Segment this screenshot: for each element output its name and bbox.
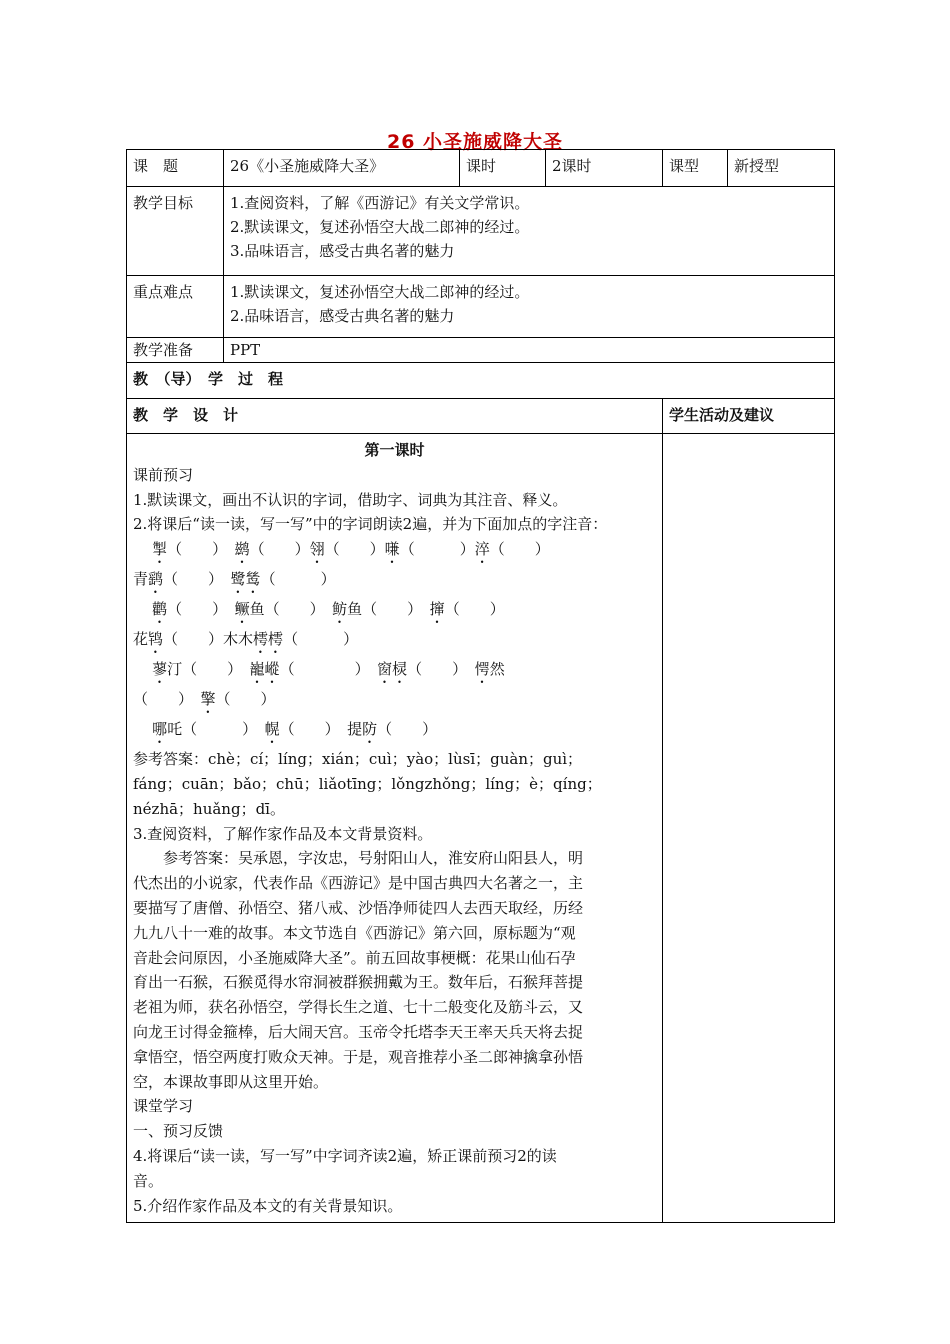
char-row: 鹳（ ） 鳜鱼（ ） 鲂鱼（ ） 撺（ ） — [152, 600, 505, 619]
period-value: 2课时 — [546, 150, 663, 187]
background-text: 拿悟空，悟空两度打败众天神。于是，观音推荐小圣二郎神擒拿孙悟 — [133, 1047, 584, 1066]
keypoint-item: 1.默读课文，复述孙悟空大战二郎神的经过。 — [230, 283, 530, 301]
question-2: 2.将课后“读一读，写一写”中的字词朗读2遍，并为下面加点的字注音： — [133, 515, 608, 534]
type-label: 课型 — [663, 150, 728, 187]
process-heading: 教 （导） 学 过 程 — [127, 363, 835, 399]
keypoints-label: 重点难点 — [127, 276, 224, 338]
student-heading: 学生活动及建议 — [663, 399, 835, 434]
pre-study: 课前预习 — [133, 465, 194, 484]
lesson-value: 26《小圣施威降大圣》 — [224, 150, 460, 187]
lesson-label: 课 题 — [127, 150, 224, 187]
char-row: 掣（ ） 鹚（ ）翎（ ）嗛（ ）淬（ ） — [152, 540, 550, 559]
background-text: 向龙王讨得金箍棒，后大闹天宫。玉帝令托塔李天王率天兵天将去捉 — [133, 1022, 584, 1041]
goals-label: 教学目标 — [127, 187, 224, 276]
prep-value: PPT — [224, 338, 835, 363]
lesson-plan-table — [126, 149, 835, 1223]
question-4: 4.将课后“读一读，写一写”中字词齐读2遍，矫正课前预习2的读 — [133, 1146, 557, 1165]
background-text: 代杰出的小说家，代表作品《西游记》是中国古典四大名著之一，主 — [133, 874, 584, 893]
question-3: 3.查阅资料，了解作家作品及本文背景资料。 — [133, 824, 433, 843]
page-title: 26 小圣施威降大圣 — [386, 131, 564, 153]
question-1: 1.默读课文，画出不认识的字词，借助字、词典为其注音、释义。 — [133, 490, 568, 509]
question-4-cont: 音。 — [133, 1171, 164, 1190]
background-text: 九九八十一难的故事。本文节选自《西游记》第六回，原标题为“观 — [133, 923, 576, 942]
keypoints-content — [224, 276, 835, 338]
background-text: 参考答案：吴承恩，字汝忠，号射阳山人，淮安府山阳县人，明 — [163, 849, 584, 868]
goal-item: 1.查阅资料，了解《西游记》有关文学常识。 — [230, 194, 530, 212]
char-row: 蓼汀（ ） 巃嵷（ ） 窗棂（ ） 愕然 — [152, 660, 505, 679]
answer-pinyin: 参考答案：chè；cí；líng；xián；cuì；yào；lùsī；guàn；guì； — [133, 750, 583, 769]
keypoint-item: 2.品味语言，感受古典名著的魅力 — [230, 307, 455, 325]
char-row: 哪吒（ ） 幌（ ） 提防（ ） — [152, 720, 438, 739]
answer-pinyin: nézhā；huǎng；dī。 — [133, 799, 285, 818]
char-row: 花鸨（ ）木木樗樗（ ） — [133, 630, 359, 649]
period-title: 第一课时 — [364, 441, 425, 459]
background-text: 老祖为师，获名孙悟空，学得长生之道、七十二般变化及筋斗云，又 — [133, 998, 584, 1017]
class-study: 课堂学习 — [133, 1097, 194, 1116]
goal-item: 3.品味语言，感受古典名著的魅力 — [230, 242, 455, 260]
period-label: 课时 — [460, 150, 546, 187]
feedback-heading: 一、预习反馈 — [133, 1122, 224, 1141]
goal-item: 2.默读课文，复述孙悟空大战二郎神的经过。 — [230, 218, 530, 236]
char-row: （ ） 擎（ ） — [133, 690, 276, 709]
answer-pinyin: fáng；cuān；bǎo；chū；liǎotīng；lǒngzhǒng；líng；è；qíng； — [133, 774, 602, 793]
type-value: 新授型 — [728, 150, 835, 187]
background-text: 空，本课故事即从这里开始。 — [133, 1072, 329, 1091]
prep-label: 教学准备 — [127, 338, 224, 363]
background-text: 育出一石猴，石猴觅得水帘洞被群猴拥戴为王。数年后，石猴拜菩提 — [133, 973, 584, 992]
question-5: 5.介绍作家作品及本文的有关背景知识。 — [133, 1196, 403, 1215]
background-text: 音赴会问原因，小圣施威降大圣”。前五回故事梗概：花果山仙石孕 — [133, 948, 576, 967]
background-text: 要描写了唐僧、孙悟空、猪八戒、沙悟净师徒四人去西天取经，历经 — [133, 898, 584, 917]
char-row: 青鹞（ ） 鹭鸶（ ） — [133, 570, 336, 589]
goals-content — [224, 187, 835, 276]
design-body — [127, 434, 663, 1223]
design-heading: 教 学 设 计 — [127, 399, 663, 434]
student-activity-body — [663, 434, 835, 1223]
